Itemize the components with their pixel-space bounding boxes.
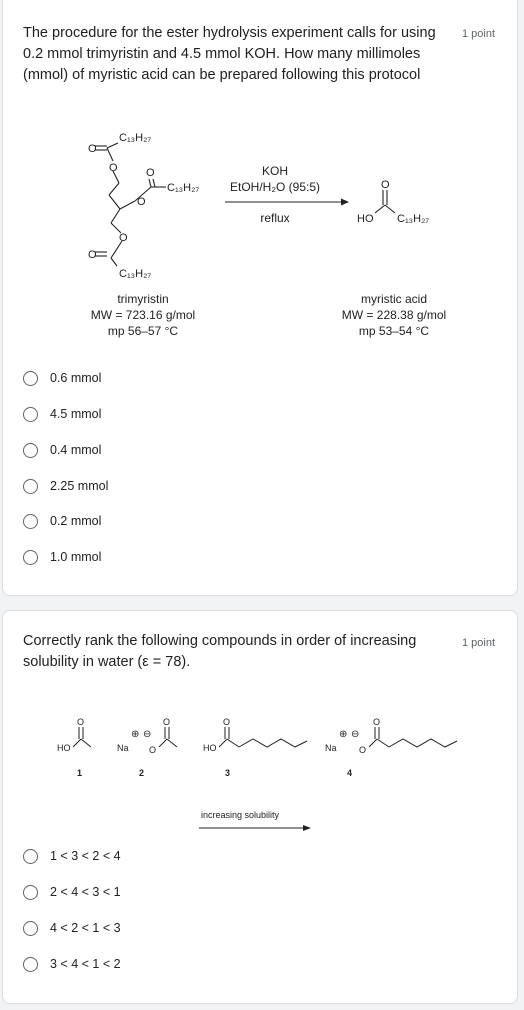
radio-circle-icon[interactable]	[23, 407, 38, 422]
question-1-points: 1 point	[461, 28, 495, 40]
radio-circle-icon[interactable]	[23, 371, 38, 386]
q2-option-label: 1 < 3 < 2 < 4	[50, 849, 121, 863]
c1-ho: HO	[57, 743, 71, 753]
q1-option-label: 2.25 mmol	[50, 479, 109, 493]
q1-option-label: 1.0 mmol	[50, 550, 102, 564]
c2-minus-charge: ⊖	[143, 729, 152, 740]
q2-option-label: 2 < 4 < 3 < 1	[50, 885, 121, 899]
reagent-koh: KOH	[261, 164, 289, 178]
q2-option[interactable]	[23, 954, 121, 974]
q1-option[interactable]	[23, 440, 101, 460]
c3-carbonyl-o: O	[223, 717, 231, 727]
c1-carbonyl-o: O	[77, 717, 85, 727]
question-2-points: 1 point	[461, 637, 495, 649]
reactant-mp: mp 56–57 °C	[107, 324, 179, 338]
c4-na: Na	[325, 743, 337, 753]
product-name: myristic acid	[360, 292, 428, 306]
reaction-condition: reflux	[260, 211, 290, 225]
c2-carbonyl-o: O	[163, 717, 171, 727]
compound-1-number: 1	[77, 768, 83, 778]
compound-2-number: 2	[139, 768, 145, 778]
c2-na: Na	[117, 743, 129, 753]
reagent-solvent: EtOH/H₂O (95:5)	[229, 180, 321, 194]
c4-carbonyl-o: O	[373, 717, 381, 727]
c3-ho: HO	[203, 743, 217, 753]
c4-plus-charge: ⊕	[339, 729, 348, 740]
radio-circle-icon[interactable]	[23, 885, 38, 900]
q1-option-label: 4.5 mmol	[50, 407, 102, 421]
product-mp: mp 53–54 °C	[358, 324, 430, 338]
q2-option-label: 3 < 4 < 1 < 2	[50, 957, 121, 971]
question-2-text: Correctly rank the following compounds in order of increasing solubility in water (ε = 78).	[23, 633, 417, 670]
reactant-mw: MW = 723.16 g/mol	[90, 308, 196, 322]
trimyristin-chain-bottom: C₁₃H₂₇	[119, 268, 152, 280]
radio-circle-icon[interactable]	[23, 957, 38, 972]
radio-circle-icon[interactable]	[23, 443, 38, 458]
trimyristin-ester-o-1: O	[109, 162, 118, 174]
compound-3-number: 3	[225, 768, 231, 778]
reactant-name: trimyristin	[117, 292, 169, 306]
trimyristin-ester-o-3: O	[119, 232, 128, 244]
question-1-text: The procedure for the ester hydrolysis experiment calls for using 0.2 mmol trimyristin and 4.5 mmol KOH. How many millimoles (mmol) of myristic acid can be prepared following this protocol	[23, 25, 436, 83]
q1-option[interactable]	[23, 511, 101, 531]
trimyristin-ester-o-2: O	[137, 196, 146, 208]
c2-plus-charge: ⊕	[131, 729, 140, 740]
radio-circle-icon[interactable]	[23, 479, 38, 494]
radio-circle-icon[interactable]	[23, 921, 38, 936]
question-card-1	[2, 0, 518, 596]
compounds-solubility-figure	[3, 711, 519, 841]
trimyristin-chain-top: C₁₃H₂₇	[119, 132, 152, 144]
compound-4-number: 4	[347, 768, 353, 778]
product-mw: MW = 228.38 g/mol	[341, 308, 447, 322]
question-card-2	[2, 610, 518, 1004]
q1-option[interactable]	[23, 368, 101, 388]
myristic-acid-carbonyl-o: O	[381, 179, 390, 191]
trimyristin-carbonyl-o-1: O	[88, 143, 97, 155]
radio-circle-icon[interactable]	[23, 849, 38, 864]
radio-circle-icon[interactable]	[23, 550, 38, 565]
myristic-acid-chain: C₁₃H₂₇	[397, 213, 430, 225]
q1-option[interactable]	[23, 547, 101, 567]
q2-option-label: 4 < 2 < 1 < 3	[50, 921, 121, 935]
radio-circle-icon[interactable]	[23, 514, 38, 529]
trimyristin-chain-middle: C₁₃H₂₇	[167, 182, 200, 194]
c4-minus-charge: ⊖	[351, 729, 360, 740]
c4-anion-o: O	[359, 745, 367, 755]
q1-option-label: 0.6 mmol	[50, 371, 102, 385]
ester-hydrolysis-reaction-scheme	[3, 121, 519, 351]
q2-option[interactable]	[23, 882, 121, 902]
q2-option[interactable]	[23, 918, 121, 938]
trimyristin-carbonyl-o-2: O	[146, 167, 155, 179]
q1-option[interactable]	[23, 476, 108, 496]
q1-option[interactable]	[23, 404, 101, 424]
myristic-acid-ho: HO	[357, 213, 374, 225]
q2-option[interactable]	[23, 846, 121, 866]
q1-option-label: 0.4 mmol	[50, 443, 102, 457]
q1-option-label: 0.2 mmol	[50, 514, 102, 528]
c2-anion-o: O	[149, 745, 157, 755]
increasing-solubility-label: increasing solubility	[201, 810, 280, 820]
trimyristin-carbonyl-o-3: O	[88, 249, 97, 261]
